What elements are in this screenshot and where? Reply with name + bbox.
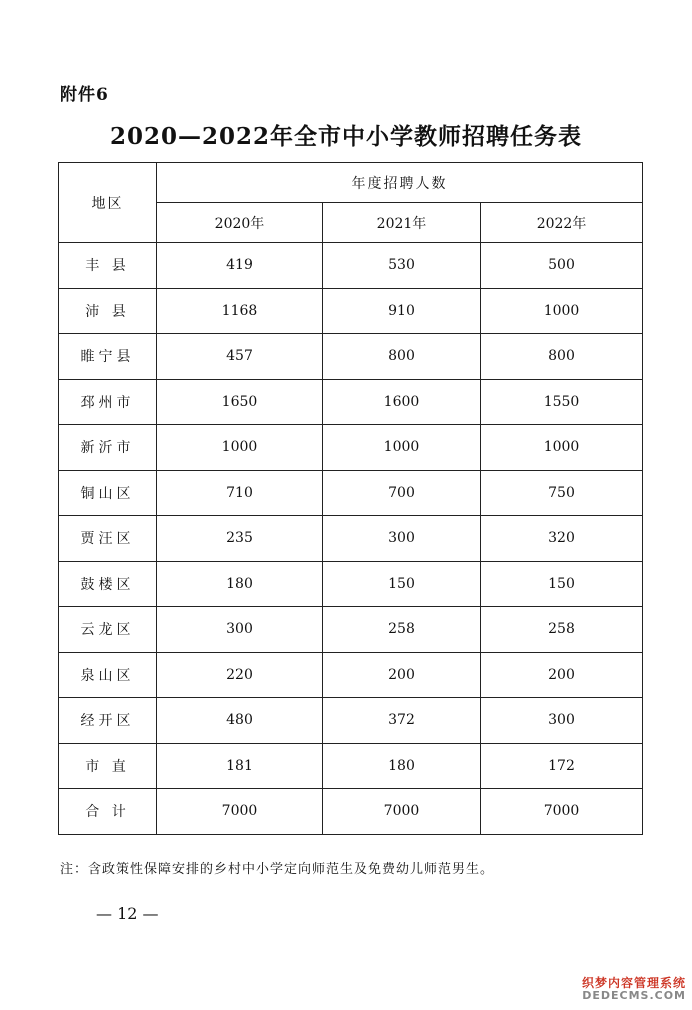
footnote: 注：含政策性保障安排的乡村中小学定向师范生及免费幼儿师范男生。: [60, 862, 495, 877]
document-title: 2020—2022年全市中小学教师招聘任务表: [109, 123, 583, 150]
region-cell: 市 直: [59, 743, 157, 789]
total-value-cell: 7000: [481, 789, 643, 835]
table-row: [59, 698, 643, 744]
region-cell: 贾汪区: [59, 516, 157, 562]
value-cell: 220: [157, 652, 323, 698]
value-cell: 457: [157, 334, 323, 380]
region-cell: 邳州市: [59, 379, 157, 425]
table-row: [59, 652, 643, 698]
table-row: [59, 334, 643, 380]
value-cell: 500: [481, 243, 643, 289]
value-cell: 1000: [323, 425, 481, 471]
value-cell: 800: [323, 334, 481, 380]
value-cell: 800: [481, 334, 643, 380]
value-cell: 200: [481, 652, 643, 698]
value-cell: 258: [323, 607, 481, 653]
value-cell: 235: [157, 516, 323, 562]
value-cell: 1000: [157, 425, 323, 471]
value-cell: 300: [157, 607, 323, 653]
year-2020-header: 2020年: [157, 203, 323, 243]
region-cell: 云龙区: [59, 607, 157, 653]
value-cell: 419: [157, 243, 323, 289]
value-cell: 910: [323, 288, 481, 334]
value-cell: 480: [157, 698, 323, 744]
value-cell: 200: [323, 652, 481, 698]
table-row: [59, 607, 643, 653]
value-cell: 750: [481, 470, 643, 516]
annual-recruitment-header: 年度招聘人数: [157, 163, 643, 203]
total-value-cell: 7000: [323, 789, 481, 835]
attachment-label: 附件6: [60, 85, 109, 105]
region-cell: 泉山区: [59, 652, 157, 698]
region-cell: 鼓楼区: [59, 561, 157, 607]
value-cell: 300: [481, 698, 643, 744]
watermark-line-cn: 织梦内容管理系统: [581, 975, 686, 990]
value-cell: 172: [481, 743, 643, 789]
region-header: 地区: [59, 163, 157, 243]
region-cell: 丰 县: [59, 243, 157, 289]
value-cell: 300: [323, 516, 481, 562]
total-value-cell: 7000: [157, 789, 323, 835]
region-cell: 经开区: [59, 698, 157, 744]
value-cell: 258: [481, 607, 643, 653]
value-cell: 1650: [157, 379, 323, 425]
table-row: [59, 425, 643, 471]
total-label-cell: 合 计: [59, 789, 157, 835]
value-cell: 1000: [481, 288, 643, 334]
watermark-line-en: DEDECMS.COM: [582, 988, 686, 1002]
page-number: — 12 —: [96, 904, 159, 923]
value-cell: 1600: [323, 379, 481, 425]
table-row: [59, 470, 643, 516]
region-cell: 铜山区: [59, 470, 157, 516]
table-row: [59, 288, 643, 334]
watermark: [582, 977, 686, 1002]
value-cell: 1550: [481, 379, 643, 425]
value-cell: 372: [323, 698, 481, 744]
value-cell: 180: [323, 743, 481, 789]
value-cell: 710: [157, 470, 323, 516]
total-row: [59, 789, 643, 835]
value-cell: 700: [323, 470, 481, 516]
value-cell: 181: [157, 743, 323, 789]
table-row: [59, 743, 643, 789]
value-cell: 150: [323, 561, 481, 607]
year-2022-header: 2022年: [481, 203, 643, 243]
table-row: [59, 243, 643, 289]
value-cell: 320: [481, 516, 643, 562]
value-cell: 150: [481, 561, 643, 607]
table-row: [59, 561, 643, 607]
region-cell: 睢宁县: [59, 334, 157, 380]
region-cell: 新沂市: [59, 425, 157, 471]
recruitment-table: [58, 162, 643, 835]
value-cell: 180: [157, 561, 323, 607]
table-row: [59, 516, 643, 562]
year-2021-header: 2021年: [323, 203, 481, 243]
value-cell: 1168: [157, 288, 323, 334]
value-cell: 1000: [481, 425, 643, 471]
region-cell: 沛 县: [59, 288, 157, 334]
table-row: [59, 379, 643, 425]
value-cell: 530: [323, 243, 481, 289]
